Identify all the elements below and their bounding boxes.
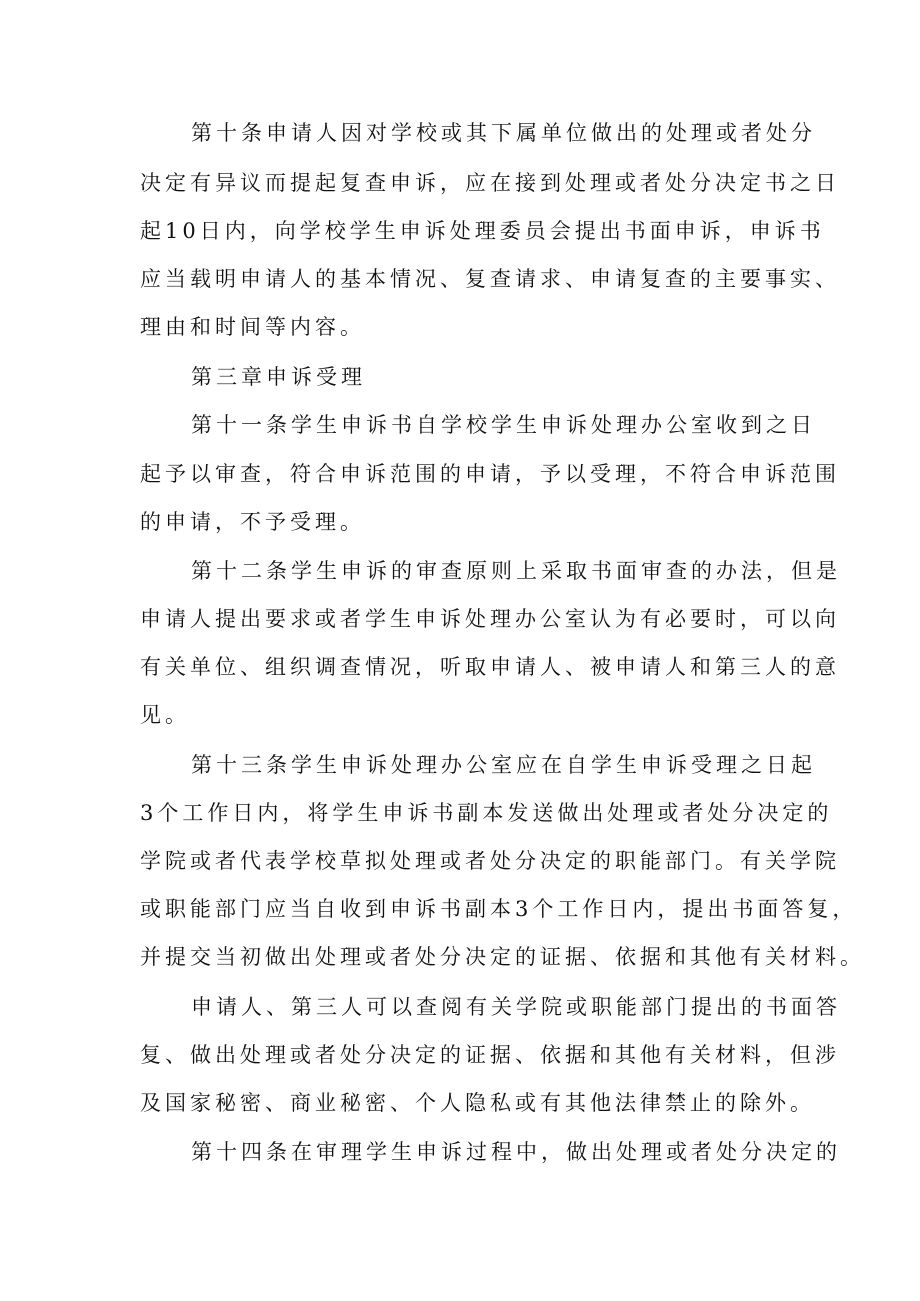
text-line: 第十四条在审理学生申诉过程中，做出处理或者处分决定的 (191, 1140, 841, 1164)
chapter-heading: 第三章申诉受理 (191, 365, 366, 389)
text-line: 复、做出处理或者处分决定的证据、依据和其他有关材料，但涉 (140, 1043, 840, 1067)
text-line: 决定有异议而提起复查申诉，应在接到处理或者处分决定书之日 (140, 171, 840, 195)
text-line: 有关单位、组织调查情况，听取申请人、被申请人和第三人的意 (140, 655, 840, 679)
text-line: 并提交当初做出处理或者处分决定的证据、依据和其他有关材料。 (140, 945, 865, 969)
text-line: 第十二条学生申诉的审查原则上采取书面审查的办法，但是 (191, 559, 841, 583)
text-line: 申请人、第三人可以查阅有关学院或职能部门提出的书面答 (191, 995, 841, 1019)
text-line: 学院或者代表学校草拟处理或者处分决定的职能部门。有关学院 (140, 849, 840, 873)
text-line: 第十一条学生申诉书自学校学生申诉处理办公室收到之日 (191, 413, 816, 437)
text-line: 或职能部门应当自收到申诉书副本3个工作日内，提出书面答复， (140, 897, 858, 921)
text-line: 申请人提出要求或者学生申诉处理办公室认为有必要时，可以向 (140, 607, 840, 631)
text-line: 的申请，不予受理。 (140, 510, 365, 534)
text-line: 及国家秘密、商业秘密、个人隐私或有其他法律禁止的除外。 (140, 1091, 815, 1115)
text-line: 起10日内，向学校学生申诉处理委员会提出书面申诉，申诉书 (140, 219, 825, 243)
text-line: 应当载明申请人的基本情况、复查请求、申请复查的主要事实、 (140, 267, 840, 291)
text-line: 见。 (140, 703, 190, 727)
text-line: 理由和时间等内容。 (140, 315, 365, 339)
text-line: 起予以审查，符合申诉范围的申请，予以受理，不符合申诉范围 (140, 462, 840, 486)
text-line: 第十三条学生申诉处理办公室应在自学生申诉受理之日起 (191, 753, 816, 777)
text-line: 第十条申请人因对学校或其下属单位做出的处理或者处分 (191, 121, 816, 145)
text-line: 3个工作日内，将学生申诉书副本发送做出处理或者处分决定的 (140, 801, 833, 825)
